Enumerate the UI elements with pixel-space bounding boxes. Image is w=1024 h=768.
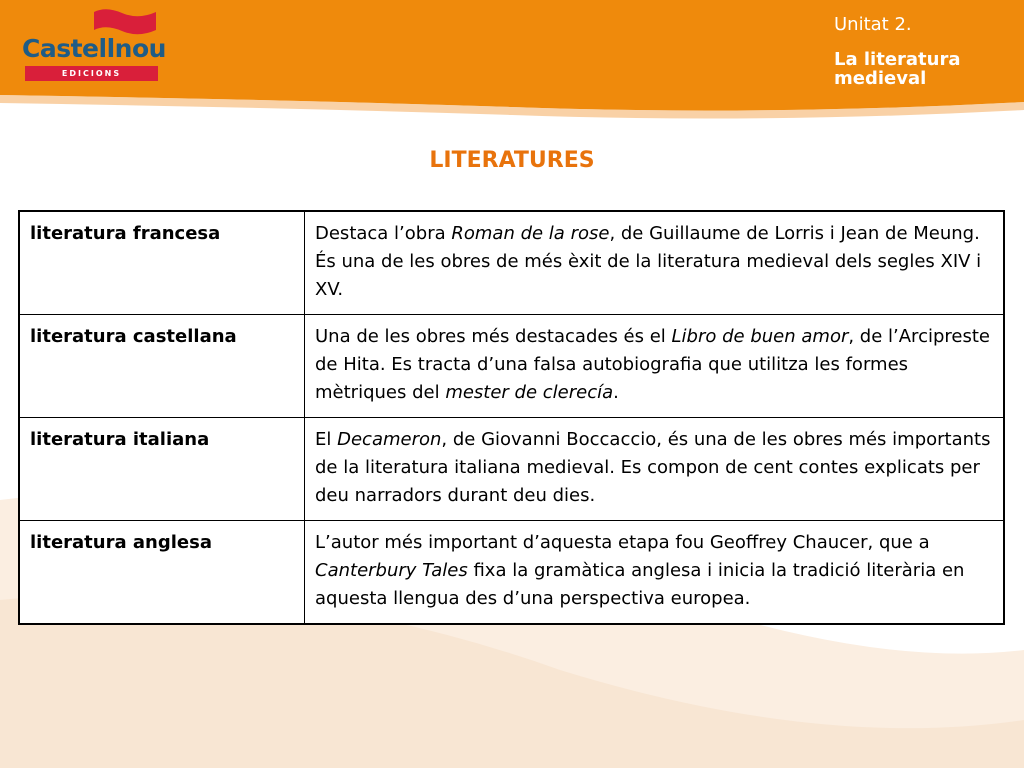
description-text: El xyxy=(315,429,338,450)
publisher-logo xyxy=(22,8,166,78)
page-title: LITERATURES xyxy=(429,148,595,173)
literature-description-cell xyxy=(305,521,1005,625)
work-title: mester de clerecía xyxy=(445,382,614,403)
description-text: Destaca l’obra xyxy=(315,223,452,244)
literatures-table xyxy=(18,210,1005,625)
description-text: , de Guillaume de Lorris i Jean de Meung. És una de les obres de més èxit de la literatura medieval dels segles XIV i XV. xyxy=(315,223,982,300)
work-title: Libro de buen amor xyxy=(671,326,849,347)
table-row xyxy=(19,418,1004,521)
table-row xyxy=(19,211,1004,315)
table-row xyxy=(19,315,1004,418)
unit-heading xyxy=(834,14,1014,88)
literature-name-cell: literatura castellana xyxy=(19,315,305,418)
work-title: Decameron xyxy=(337,429,442,450)
work-title: Roman de la rose xyxy=(451,223,610,244)
literature-name-cell: literatura italiana xyxy=(19,418,305,521)
literature-description-cell xyxy=(305,418,1005,521)
unit-number: Unitat 2. xyxy=(834,14,912,35)
literature-name-cell: literatura francesa xyxy=(19,211,305,315)
literature-name-cell: literatura anglesa xyxy=(19,521,305,625)
literatures-table-body xyxy=(19,211,1004,624)
literature-description-cell xyxy=(305,315,1005,418)
unit-title xyxy=(834,50,1014,88)
literature-description-cell xyxy=(305,211,1005,315)
unit-title-line: La literatura xyxy=(834,49,961,70)
description-text: Una de les obres més destacades és el xyxy=(315,326,672,347)
table-row xyxy=(19,521,1004,625)
logo-subtitle: EDICIONS xyxy=(25,66,158,81)
description-text: L’autor més important d’aquesta etapa fou Geoffrey Chaucer, que a xyxy=(315,532,930,553)
description-text: fixa la gramàtica anglesa i inicia la tradició literària en aquesta llengua des d’una perspectiva europea. xyxy=(315,560,965,609)
description-text: , de Giovanni Boccaccio, és una de les obres més importants de la literatura italiana medieval. Es compon de cent contes explicats per deu narradors durant deu dies. xyxy=(315,429,991,506)
description-text: . xyxy=(613,382,619,403)
work-title: Canterbury Tales xyxy=(315,560,468,581)
logo-wordmark: Castellnou xyxy=(22,34,166,63)
unit-title-line: medieval xyxy=(834,68,927,89)
description-text: , de l’Arcipreste de Hita. Es tracta d’una falsa autobiografia que utilitza les formes mètriques del xyxy=(315,326,990,403)
